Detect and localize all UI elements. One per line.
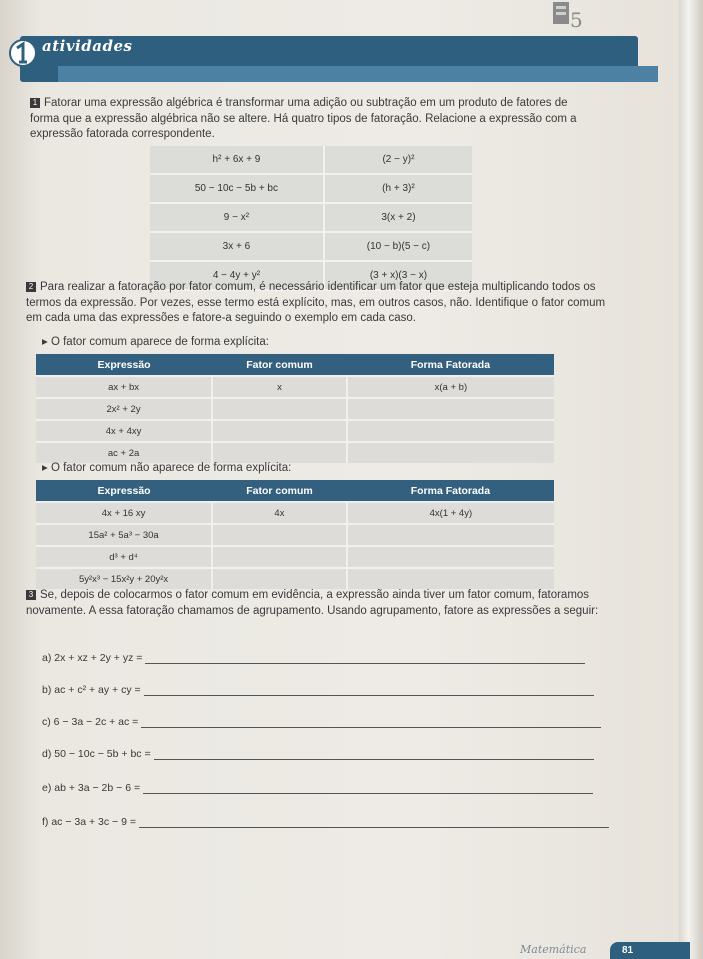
bullet-explicit: ▸ O fator comum aparece de forma explícita: [42, 336, 269, 348]
table-row: 2x² + 2y [36, 398, 554, 420]
table-row: 4x + 4xy [36, 420, 554, 442]
table-row: h² + 6x + 9 (2 − y)² [150, 146, 472, 174]
answer-line-c[interactable] [141, 727, 601, 728]
exercise-f: f) ac − 3a + 3c − 9 = [42, 816, 609, 828]
exercise-a: a) 2x + xz + 2y + yz = [42, 652, 585, 664]
bullet-implicit: ▸ O fator comum não aparece de forma explícita: [42, 462, 292, 474]
table-row: 4 − 4y + y² (3 + x)(3 − x) [150, 261, 472, 290]
matching-table [150, 146, 472, 291]
table-row: 3x + 6 (10 − b)(5 − c) [150, 232, 472, 261]
table-row: 15a² + 5a³ − 30a [36, 524, 554, 546]
footer-subject: Matemática [520, 943, 587, 956]
page-number: 81 [622, 945, 634, 956]
factor-table-explicit: Expressão Fator comum Forma Fatorada ax + bx x x(a + b) 2x² + 2y 4x + 4xy ac + 2a [36, 354, 554, 463]
question-2-number: 2 [26, 282, 36, 292]
table-row: 5y²x³ − 15x²y + 20y²x [36, 568, 554, 589]
table-row: 4x + 16 xy 4x 4x(1 + 4y) [36, 502, 554, 524]
factor-table-implicit: Expressão Fator comum Forma Fatorada 4x + 16 xy 4x 4x(1 + 4y) 15a² + 5a³ − 30a d³ + d⁴ 5y²x³ − 15x²y + 20y²x [36, 480, 554, 589]
question-1-number: 1 [30, 98, 40, 108]
question-1-text: 1 Fatorar uma expressão algébrica é transformar uma adição ou subtração em um produto de fatores de forma que a expressão algébrica não se altere. Há quatro tipos de fatoração. Relacione a expressão com a expressão fatorada correspondente. [30, 97, 577, 140]
exercise-c: c) 6 − 3a − 2c + ac = [42, 716, 601, 728]
corner-number: 5 [570, 8, 583, 32]
exercise-d: d) 50 − 10c − 5b + bc = [42, 748, 594, 760]
question-3-number: 3 [26, 590, 36, 600]
page-edge [679, 0, 703, 959]
table-row: 9 − x² 3(x + 2) [150, 203, 472, 232]
exercise-b: b) ac + c² + ay + cy = [42, 684, 594, 696]
answer-line-b[interactable] [144, 695, 594, 696]
exercise-e: e) ab + 3a − 2b − 6 = [42, 782, 593, 794]
table-row: ac + 2a [36, 442, 554, 463]
table-row: 50 − 10c − 5b + bc (h + 3)² [150, 174, 472, 203]
header-title: atividades [42, 37, 133, 55]
table-row: d³ + d⁴ [36, 546, 554, 568]
question-3-text: 3 Se, depois de colocarmos o fator comum em evidência, a expressão ainda tiver um fator comum, fatoramos novamente. A essa fatoração chamamos de agrupamento. Usando agrupamento, fatore as expressões a seguir: [26, 589, 599, 617]
answer-line-e[interactable] [143, 793, 593, 794]
activity-icon [8, 36, 38, 68]
answer-line-d[interactable] [154, 759, 594, 760]
table-row: ax + bx x x(a + b) [36, 376, 554, 398]
answer-line-a[interactable] [145, 663, 585, 664]
question-2-text: 2 Para realizar a fatoração por fator comum, é necessário identificar um fator que esteja multiplicando todos os termos da expressão. Por vezes, esse termo está explícito, mas, em outros casos, não. Identifique o fator comum em cada uma das expressões e fatore-a seguindo o exemplo em cada caso. [26, 281, 606, 324]
answer-line-f[interactable] [139, 827, 609, 828]
